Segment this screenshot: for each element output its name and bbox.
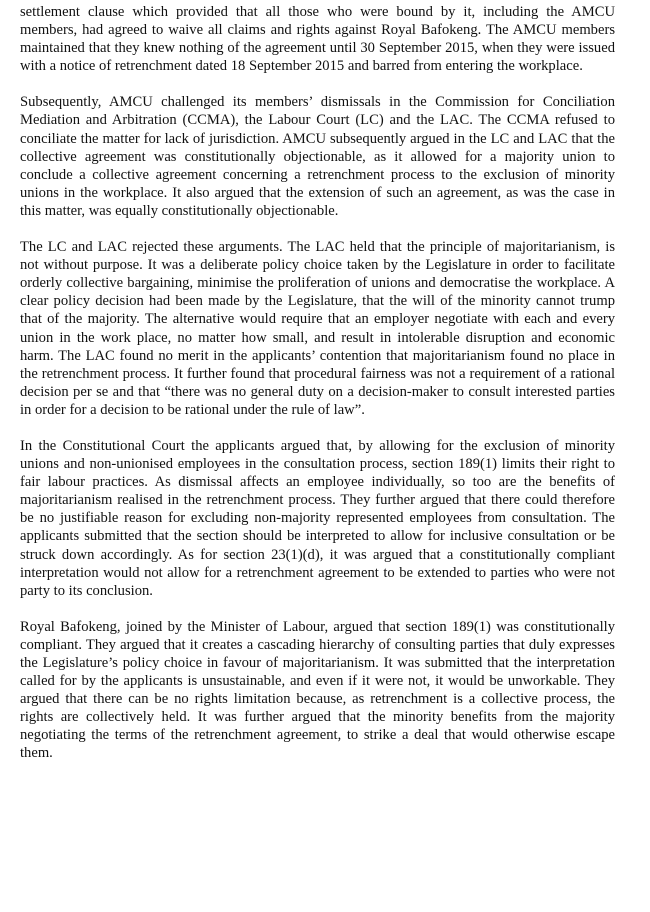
paragraph-constitutional-court-arguments: In the Constitutional Court the applicants argued that, by allowing for the exclusion of minority unions and non-unionised employees in the consultation process, section 189(1) limits their right to fair labour practices. As dismissal affects an employee individually, so too are the benefits of majoritarianism realised in the retrenchment process. They further argued that there could therefore be no justifiable reason for excluding non-majority represented employees from consultation. The applicants submitted that the section should be interpreted to allow for inclusive consultation or be struck down accordingly. As for section 23(1)(d), it was argued that a constitutionally compliant interpretation would not allow for a retrenchment agreement to be extended to parties who were not party to its conclusion. [20, 437, 615, 599]
paragraph-lc-lac-rejection: The LC and LAC rejected these arguments. The LAC held that the principle of majoritarianism, is not without purpose. It was a deliberate policy choice taken by the Legislature in order to facilitate orderly collective bargaining, minimise the proliferation of unions and democratise the workplace. A clear policy decision had been made by the Legislature, that the will of the minority cannot trump that of the majority. The alternative would require that an employer negotiate with each and every union in the work place, no matter how small, and result in intolerable disruption and economic harm. The LAC found no merit in the applicants’ contention that majoritarianism found no place in the retrenchment process. It further found that procedural fairness was not a requirement of a rational decision per se and that “there was no general duty on a decision-maker to consult interested parties in order for a decision to be rational under the rule of law”. [20, 239, 615, 418]
document-page [20, 3, 615, 781]
paragraph-amcu-challenge: Subsequently, AMCU challenged its members’ dismissals in the Commission for Conciliation Mediation and Arbitration (CCMA), the Labour Court (LC) and the LAC. The CCMA refused to conciliate the matter for lack of jurisdiction. AMCU subsequently argued in the LC and LAC that the collective agreement was constitutionally objectionable, as it allowed for a majority union to conclude a collective agreement concerning a retrenchment process to the exclusion of minority unions in the workplace. It also argued that the extension of such an agreement, as was the case in this matter, was equally constitutionally objectionable. [20, 94, 615, 219]
paragraph-royal-bafokeng-arguments: Royal Bafokeng, joined by the Minister of Labour, argued that section 189(1) was constitutionally compliant. They argued that it creates a cascading hierarchy of consulting parties that duly expresses the Legislature’s policy choice in favour of majoritarianism. It was submitted that the interpretation called for by the applicants is unsustainable, and even if it were not, it would be unworkable. They argued that there can be no rights limitation because, as retrenchment is a collective process, the rights are collectively held. It was further argued that the minority benefits from the majority negotiating the terms of the retrenchment agreement, to strike a deal that would otherwise escape them. [20, 618, 615, 762]
paragraph-settlement-clause: settlement clause which provided that all those who were bound by it, including the AMCU members, had agreed to waive all claims and rights against Royal Bafokeng. The AMCU members maintained that they knew nothing of the agreement until 30 September 2015, when they were issued with a notice of retrenchment dated 18 September 2015 and barred from entering the workplace. [20, 4, 615, 75]
